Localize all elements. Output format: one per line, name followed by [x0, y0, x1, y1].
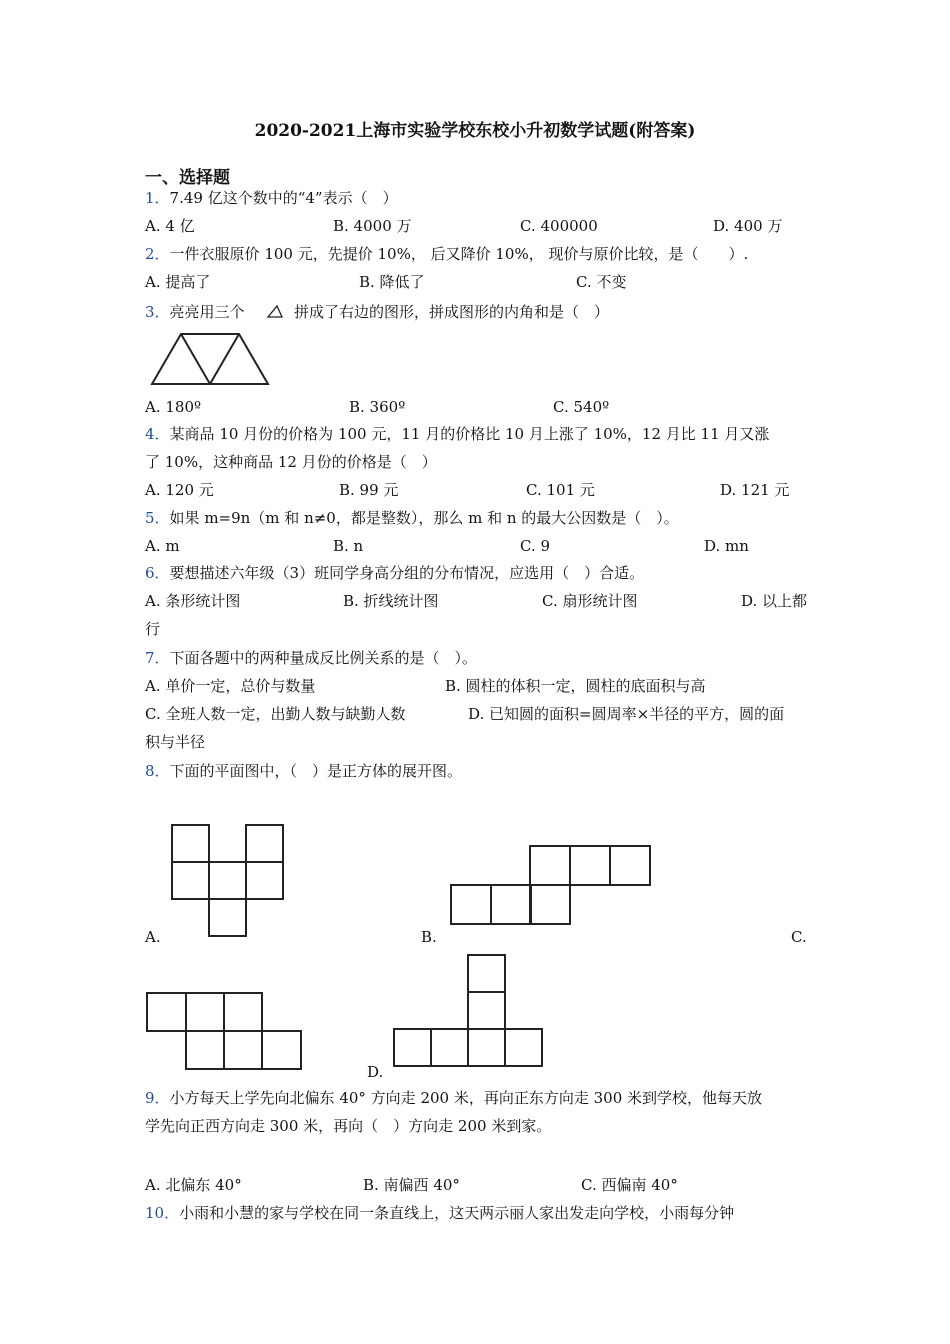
option-d[interactable]: D. [367, 1063, 384, 1081]
question-text: 下面各题中的两种量成反比例关系的是（ ）。 [169, 649, 478, 667]
question-text: 如果 m=9n（m 和 n≠0，都是整数），那么 m 和 n 的最大公因数是（ ）。 [169, 509, 679, 527]
question-number: 10． [145, 1204, 180, 1222]
question-10 [145, 1203, 734, 1223]
option-a[interactable]: A. [145, 928, 161, 946]
question-text-continued: 学先向正西方向走 300 米，再向（ ）方向走 200 米到家。 [145, 1117, 552, 1135]
option-b[interactable]: B. 4000 万 [333, 217, 412, 235]
option-c[interactable]: C. 9 [520, 537, 551, 555]
question-number: 4． [145, 425, 170, 443]
option-c[interactable]: C. 扇形统计图 [542, 592, 638, 610]
question-3 [145, 302, 245, 322]
question-text-part2: 拼成了右边的图形，拼成图形的内角和是（ ） [294, 303, 610, 321]
question-text: 某商品 10 月份的价格为 100 元，11 月的价格比 10 月上涨了 10%，12 月比 11 月又涨 [169, 425, 770, 443]
question-number: 5． [145, 509, 170, 527]
question-5 [145, 508, 679, 528]
cube-net-b [450, 845, 651, 926]
option-b[interactable]: B. 南偏西 40° [363, 1176, 460, 1194]
question-number: 7． [145, 649, 170, 667]
option-continued: 行 [145, 620, 161, 638]
question-number: 2． [145, 245, 170, 263]
question-number: 6． [145, 564, 170, 582]
option-c[interactable]: C. [791, 928, 807, 946]
option-b[interactable]: B. [421, 928, 437, 946]
option-a[interactable]: A. 120 元 [145, 481, 214, 499]
question-text: 要想描述六年级（3）班同学身高分组的分布情况，应选用（ ）合适。 [169, 564, 645, 582]
option-c[interactable]: C. 西偏南 40° [581, 1176, 678, 1194]
option-b[interactable]: B. 圆柱的体积一定，圆柱的底面积与高 [445, 677, 706, 695]
question-text: 小雨和小慧的家与学校在同一条直线上，这天两示丽人家出发走向学校，小雨每分钟 [179, 1204, 735, 1222]
question-number: 8． [145, 762, 170, 780]
option-d[interactable]: D. mn [704, 537, 749, 555]
option-a[interactable]: A. 提高了 [145, 273, 211, 291]
option-a[interactable]: A. 180º [145, 398, 202, 416]
cube-net-a [171, 824, 285, 937]
question-number: 9． [145, 1089, 170, 1107]
question-text: 7.49 亿这个数中的“4”表示（ ） [169, 189, 398, 207]
question-2 [145, 244, 748, 264]
option-c[interactable]: C. 400000 [520, 217, 598, 235]
option-c[interactable]: C. 540º [553, 398, 610, 416]
cube-net-d [393, 954, 544, 1067]
option-b[interactable]: B. 360º [349, 398, 406, 416]
option-b[interactable]: B. 降低了 [359, 273, 425, 291]
option-c[interactable]: C. 101 元 [526, 481, 595, 499]
question-text: 小方每天上学先向北偏东 40° 方向走 200 米，再向正东方向走 300 米到学校，他每天放 [169, 1089, 763, 1107]
option-c[interactable]: C. 不变 [576, 273, 627, 291]
question-number: 1． [145, 189, 170, 207]
option-b[interactable]: B. 折线统计图 [343, 592, 439, 610]
option-d[interactable]: D. 121 元 [720, 481, 790, 499]
small-triangle-icon [266, 304, 284, 318]
question-7 [145, 648, 477, 668]
question-4 [145, 424, 769, 444]
three-triangles-figure [150, 332, 270, 388]
question-text-part1: 亮亮用三个 [169, 303, 245, 321]
option-d[interactable]: D. 以上都 [741, 592, 808, 610]
option-d[interactable]: D. 400 万 [713, 217, 783, 235]
option-a[interactable]: A. 单价一定，总价与数量 [145, 677, 316, 695]
page-title: 2020-2021上海市实验学校东校小升初数学试题(附答案) [254, 121, 696, 141]
option-a[interactable]: A. 4 亿 [145, 217, 195, 235]
question-9 [145, 1088, 762, 1108]
question-text-continued: 了 10%，这种商品 12 月份的价格是（ ） [145, 453, 437, 471]
option-b[interactable]: B. n [333, 537, 364, 555]
option-continued: 积与半径 [145, 733, 206, 751]
question-8 [145, 761, 462, 781]
question-text: 一件衣服原价 100 元，先提价 10%， 后又降价 10%， 现价与原价比较，是（ ）. [169, 245, 749, 263]
option-a[interactable]: A. 北偏东 40° [145, 1176, 242, 1194]
option-a[interactable]: A. m [145, 537, 180, 555]
question-number: 3． [145, 303, 170, 321]
option-c[interactable]: C. 全班人数一定，出勤人数与缺勤人数 [145, 705, 406, 723]
option-a[interactable]: A. 条形统计图 [145, 592, 241, 610]
question-1 [145, 188, 398, 208]
cube-net-c [146, 992, 303, 1071]
question-6 [145, 563, 644, 583]
option-d[interactable]: D. 已知圆的面积=圆周率×半径的平方，圆的面 [468, 705, 785, 723]
option-b[interactable]: B. 99 元 [339, 481, 399, 499]
question-text: 下面的平面图中，（ ）是正方体的展开图。 [169, 762, 463, 780]
section-heading: 一、选择题 [145, 168, 230, 188]
